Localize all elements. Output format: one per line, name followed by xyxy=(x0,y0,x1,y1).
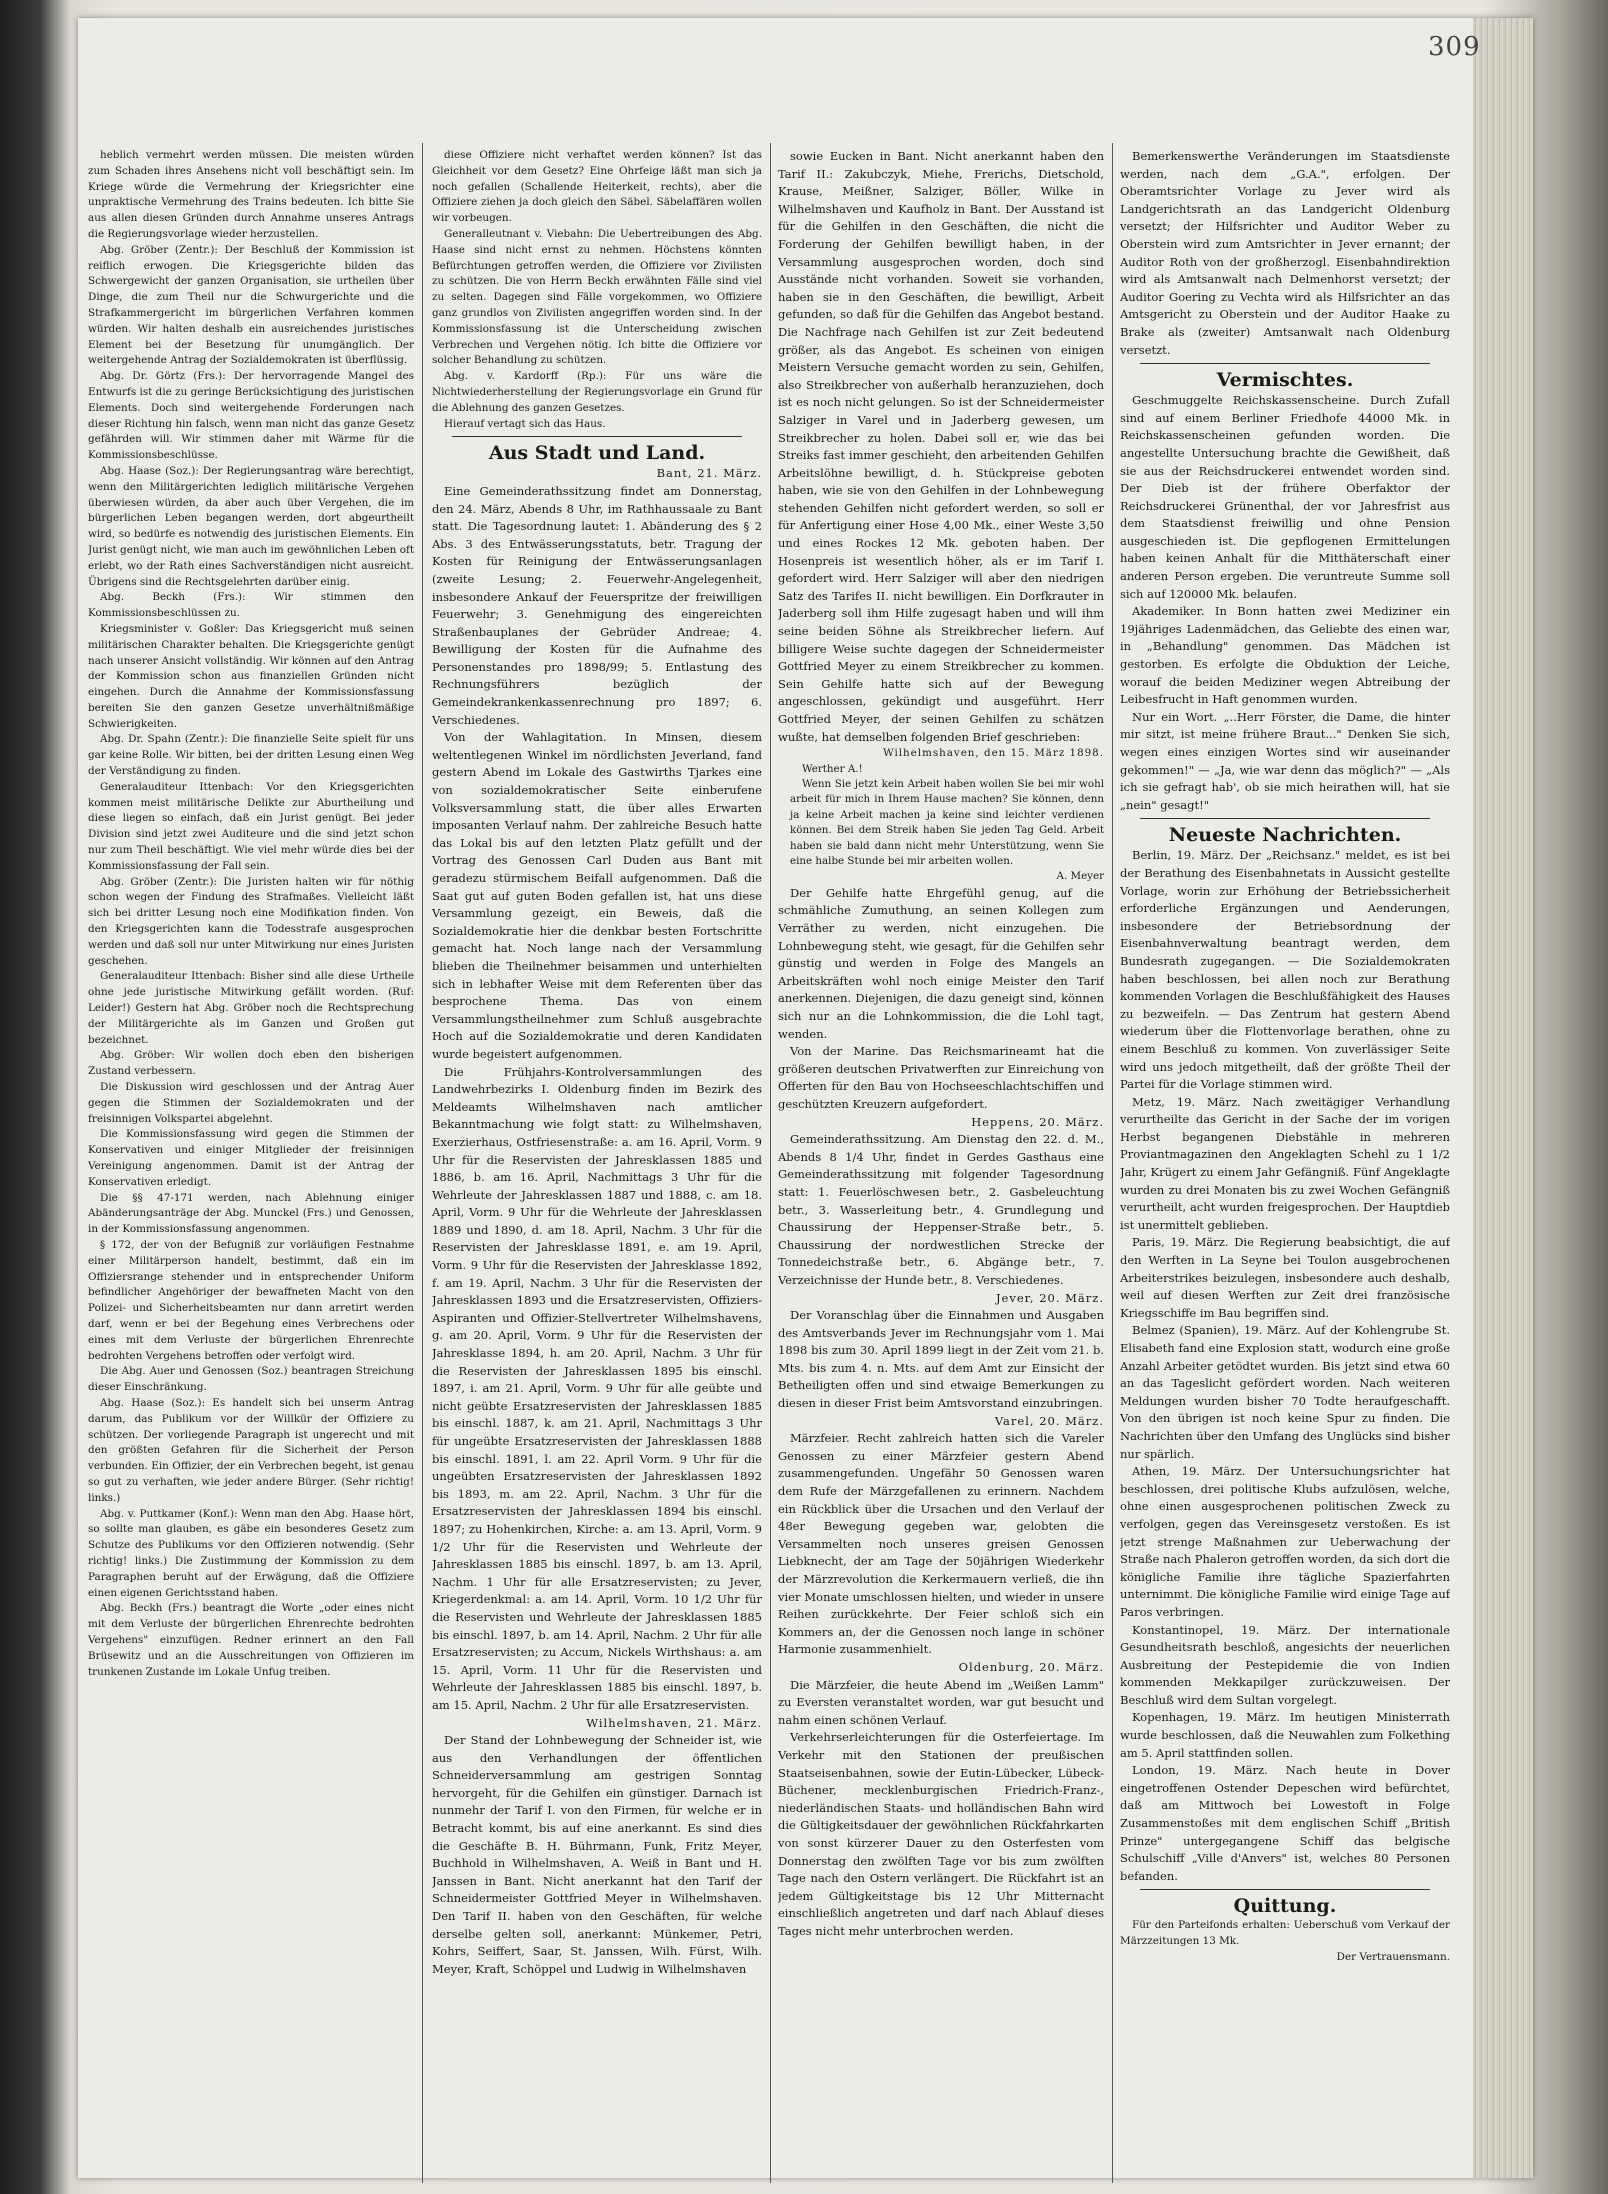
dateline: Jever, 20. März. xyxy=(995,1290,1104,1305)
paragraph: Abg. Dr. Görtz (Frs.): Der hervorragende Mangel des Entwurfs ist die zu geringe Berücksichtigung des juristischen Elements. Doch sind weitergehende Forderungen nach dieser Richtung hin falsch, wenn man nicht das ganze Gesetz gefährden will. Wir stimmen daher mit Wärme für die Kommissionsbeschlüsse. xyxy=(88,370,414,462)
column-2 xyxy=(432,148,762,2188)
paragraph: Bemerkenswerthe Veränderungen im Staatsdienste werden, nach dem „G.A.", erfolgen. Der Oberamtsrichter Vorlage zu Jever wird als Landgerichtsrath an das Landgericht Oldenburg versetzt; der Hilfsrichter und Auditor Weber zu Oberstein wird zum Amtsrichter in Jever ernannt; der Auditor Roth von der großherzogl. Eisenbahndirektion wird als Amtsanwalt nach Delmenhorst versetzt; der Auditor Goering zu Vechta wird als Hilfsrichter an das Amtsgericht zu Oberstein und der Auditor Haake zu Brake als (zweiter) Amtsanwalt nach Oldenburg versetzt. xyxy=(1120,149,1450,357)
paragraph: Die Diskussion wird geschlossen und der Antrag Auer gegen die Stimmen der Sozialdemokraten und der freisinnigen Volkspartei abgelehnt. xyxy=(88,1081,414,1125)
paragraph: Abg. Beckh (Frs.): Wir stimmen den Kommissionsbeschlüssen zu. xyxy=(88,591,414,620)
paragraph: Abg. Gröber (Zentr.): Die Juristen halten wir für nöthig schon wegen der Findung des Strafmaßes. Vielleicht läßt sich bei dritter Lesung noch eine Modifikation finden. Von den Kriegsgerichten kann die Todesstrafe ausgesprochen werden und daß soll nur unter Mitwirkung nur eines Juristen geschehen. xyxy=(88,875,414,967)
column-3 xyxy=(778,148,1104,2188)
paragraph: Metz, 19. März. Nach zweitägiger Verhandlung verurtheilte das Gericht in der Sache der im vorigen Herbst begangenen Diebstähle in mehreren Proviantmagazinen den Angeklagten Schehl zu 1 1/2 Jahr, Krügert zu einem Jahr Gefängniß. Fünf Angeklagte wurden zu drei Monaten bis zu zwei Wochen Gefängniß verurtheilt, acht wurden freigesprochen. Der Hauptdieb ist unermittelt geblieben. xyxy=(1120,1094,1450,1232)
paragraph: Abg. Dr. Spahn (Zentr.): Die finanzielle Seite spielt für uns gar keine Rolle. Wir bitten, bei der dritten Lesung einen Weg der Verständigung zu finden. xyxy=(88,733,414,778)
paragraph: Die Märzfeier, die heute Abend im „Weißen Lamm" zu Eversten veranstaltet worden, war gut besucht und nahm einen schönen Verlauf. xyxy=(778,1677,1104,1727)
section-heading-stadt-und-land: Aus Stadt und Land. xyxy=(488,442,706,465)
column-rule xyxy=(422,143,423,2183)
section-divider xyxy=(452,436,742,437)
letter-body: Wenn Sie jetzt kein Arbeit haben wollen Sie bei mir wohl arbeit für mich in Ihrem Hause machen? Sie können, denn ja keine Arbeit machen ja keine sind leichter verdienen können. Bei dem Streik haben Sie jeden Tag Geld. Arbeit haben sie bald dann nicht mehr Unterstützung, wenn Sie eine halbe Stunde bei mir arbeiten wollen. xyxy=(790,778,1104,868)
paragraph: Athen, 19. März. Der Untersuchungsrichter hat beschlossen, drei politische Klubs aufzulösen, welche, ohne einen ausgesprochenen politischen Zweck zu verfolgen, gegen das Vereinsgesetz verstoßen. Es ist jetzt strenge Maßnahmen zur Ueberwachung der Straße nach Phaleron getroffen worden, da sich dort die königliche Familie ihre tägliche Spazierfahrten unternimmt. Die königliche Familie wird einige Tage auf Paros verbringen. xyxy=(1120,1464,1450,1619)
page-edge-stack xyxy=(1473,18,1533,2178)
paragraph: Von der Marine. Das Reichsmarineamt hat die größeren deutschen Privatwerften zur Einreichung von Offerten für den Bau von Hochseeschlachtschiffen und geschützten Kreuzern aufgefordert. xyxy=(778,1044,1104,1111)
quittung-text: Für den Parteifonds erhalten: Ueberschuß vom Verkauf der Märzzeitungen 13 Mk. xyxy=(1120,1919,1450,1948)
section-heading-neueste-nachrichten: Neueste Nachrichten. xyxy=(1168,824,1402,847)
paragraph: Gemeinderathssitzung. Am Dienstag den 22. d. M., Abends 8 1/4 Uhr, findet in Gerdes Gasthaus eine Gemeinderathssitzung mit folgender Tagesordnung statt: 1. Feuerlöschwesen betr., 2. Gasbeleuchtung betr., 3. Wasserleitung betr., 4. Grundlegung und Chaussirung der Heppenser-Straße betr., 5. Chaussirung der nordwestlichen Strecke der Tonnedeichstraße betr., 6. Abgänge betr., 7. Verzeichnisse der Hunde betr., 8. Verschiedenes. xyxy=(778,1132,1104,1287)
reichstag-report xyxy=(88,148,414,1680)
paragraph: Berlin, 19. März. Der „Reichsanz." meldet, es ist bei der Berathung des Eisenbahnetats in Aussicht gestellte Vorlage, worin zur Erhöhung der Betriebssicherheit erforderliche Ergänzungen und Aenderungen, insbesondere der Betriebsordnung der Eisenbahnverwaltung beantragt werden, dem Bundesrath zugegangen. — Die Sozialdemokraten haben beschlossen, bei allen noch zur Berathung kommenden Vorlagen die Beschlußfähigkeit des Hauses zu bezweifeln. — Das Zentrum hat gestern Abend wiederum über die Flottenvorlage berathen, ohne zu einem Beschluß zu kommen. Von zuverlässiger Seite wird uns jedoch mitgetheilt, daß der größte Theil der Partei für die Vorlage stimmen wird. xyxy=(1120,848,1450,1092)
paragraph: Der Stand der Lohnbewegung der Schneider ist, wie aus den Verhandlungen der öffentlichen Schneiderversammlung am gestrigen Sonntag hervorgeht, für die Gehilfen ein günstiger. Darnach ist nunmehr der Tarif I. von den Firmen, für welche er in Betracht kommt, bis auf eine anerkannt. Es sind dies die Geschäfte B. H. Bührmann, Funk, Fritz Meyer, Buchhold in Wilhelmshaven, A. Weiß in Bant und H. Janssen in Bant. Nicht anerkannt hat den Tarif der Schneidermeister Gottfried Meyer in Wilhelmshaven. Den Tarif II. haben von den Geschäften, für welche derselbe gelten soll, anerkannt: Münkemer, Petri, Kohrs, Seiffert, Saar, St. Janssen, Wilh. Fürst, Wilh. Meyer, Kraft, Schöppel und Ludwig in Wilhelmshaven xyxy=(432,1733,762,1976)
dateline: Wilhelmshaven, 21. März. xyxy=(586,1715,762,1730)
paragraph: Hierauf vertagt sich das Haus. xyxy=(444,417,606,430)
section-heading-vermischtes: Vermischtes. xyxy=(1216,369,1354,392)
dateline: Oldenburg, 20. März. xyxy=(958,1659,1104,1674)
paragraph: Belmez (Spanien), 19. März. Auf der Kohlengrube St. Elisabeth fand eine Explosion statt, wodurch eine große Anzahl Arbeiter getödtet wurden. Bis jetzt sind etwa 60 an das Tageslicht gefördert worden. Nach weiteren Meldungen wurden bisher 70 Todte heraufgeschafft. Von den übrigen ist noch keine Spur zu finden. Die Nachrichten über den Umfang des Unglücks sind bisher nur spärlich. xyxy=(1120,1323,1450,1461)
paragraph: Nur ein Wort. „..Herr Förster, die Dame, die hinter mir sitzt, ist meine frühere Braut..." Denken Sie sich, wegen eines einzigen Wortes sind wir auseinander gekommen!" — „Ja, wie war denn das möglich?" — „Als ich sie gefragt hab', ob sie mich heirathen will, hat sie „nein" gesagt!" xyxy=(1120,709,1450,812)
section-divider xyxy=(1140,363,1430,364)
paragraph: Die Kommissionsfassung wird gegen die Stimmen der Konservativen und einiger Mitglieder der freisinnigen Vereinigung angenommen. Damit ist der Antrag der Konservativen erledigt. xyxy=(88,1128,414,1188)
newspaper-page xyxy=(78,18,1533,2178)
dateline: Varel, 20. März. xyxy=(994,1413,1104,1428)
paragraph: Von der Wahlagitation. In Minsen, diesem weltentlegenen Winkel im nördlichsten Jeverland, fand gestern Abend im Lokale des Gastwirths Tjarkes eine von sozialdemokratischer Seite einberufene Volksversammlung statt, die über alles Erwarten imposanten Verlauf nahm. Der zahlreiche Besuch hatte das Lokal bis auf den letzten Platz gefüllt und der Vortrag des Genossen Carl Duden aus Bant mit geradezu stürmischem Beifall aufgenommen. Daß die Saat gut auf guten Boden gefallen ist, hat uns diese Versammlung gezeigt, ein Beweis, daß die Sozialdemokratie hier die denkbar besten Fortschritte gemacht hat. Noch lange nach der Versammlung blieben die Theilnehmer beisammen und unterhielten sich in lebhafter Weise mit dem Referenten über das besprochene Thema. Das von einem Versammlungstheilnehmer zum Schluß ausgebrachte Hoch auf die Sozialdemokratie und deren Kandidaten wurde begeistert aufgenommen. xyxy=(432,730,762,1061)
paragraph: Abg. v. Kardorff (Rp.): Für uns wäre die Nichtwiederherstellung der Regierungsvorlage ein Grund für die Ablehnung des ganzen Gesetzes. xyxy=(432,370,762,414)
column-4 xyxy=(1120,148,1450,2188)
dateline: Bant, 21. März. xyxy=(656,466,762,481)
paragraph: Die §§ 47-171 werden, nach Ablehnung einiger Abänderungsanträge der Abg. Munckel (Frs.) und Genossen, in der Kommissionsfassung angenommen. xyxy=(88,1191,414,1236)
paragraph: Abg. Haase (Soz.): Der Regierungsantrag wäre berechtigt, wenn den Militärgerichten lediglich militärische Vergehen überwiesen würden, da aber auch über Vergehen, die im bürgerlichen Leben begangen werden, dort abgeurtheilt wird, so bedürfe es notwendig des juristischen Elements. Ein Jurist genügt nicht, wie man auch im gewöhnlichen Leben oft erlebt, wo der Rath eines Sachverständigen nicht ausreicht. Übrigens sind die Rechtsgelehrten darüber einig. xyxy=(88,464,414,588)
paragraph: § 172, der von der Befugniß zur vorläufigen Festnahme einer Militärperson handelt, bestimmt, daß ein im Offiziersrange stehender und in entsprechender Uniform befindlicher Angehöriger der bewaffneten Macht von den Polizei- und Sicherheitsbeamten nur dann arretirt werden darf, wenn er bei der Begehung eines Verbrechens oder eines mit dem Verluste der bürgerlichen Ehrenrechte bedrohten Vergehens betroffen oder verfolgt wird. xyxy=(88,1238,414,1362)
column-rule xyxy=(770,143,771,2183)
paragraph: Paris, 19. März. Die Regierung beabsichtigt, die auf den Werften in La Seyne bei Toulon ausgebrochenen Arbeiterstrikes beizulegen, insbesondere auch deshalb, weil auf diesen Werften zur Zeit drei französische Kriegsschiffe im Bau begriffen sind. xyxy=(1120,1235,1450,1320)
letter-dateline: Wilhelmshaven, den 15. März 1898. xyxy=(883,747,1104,760)
paragraph: Kopenhagen, 19. März. Im heutigen Ministerrath wurde beschlossen, daß die Neuwahlen zum Folkething am 5. April stattfinden sollen. xyxy=(1120,1710,1450,1760)
section-divider xyxy=(1140,1889,1430,1890)
paragraph: Akademiker. In Bonn hatten zwei Mediziner ein 19jähriges Ladenmädchen, das Geliebte des einen war, in „Behandlung" genommen. Das Mädchen ist gestorben. Es erfolgte die Obduktion der Leiche, worauf die beiden Mediziner wegen Abtreibung der Leibesfrucht in Haft genommen wurden. xyxy=(1120,604,1450,707)
section-divider xyxy=(1140,818,1430,819)
paragraph: Abg. Gröber: Wir wollen doch eben den bisherigen Zustand verbessern. xyxy=(88,1049,414,1078)
column-rule xyxy=(1112,143,1113,2183)
letter-signature: A. Meyer xyxy=(1056,870,1104,883)
reichstag-report-continued xyxy=(432,148,762,432)
column-1 xyxy=(88,148,414,2188)
paragraph: diese Offiziere nicht verhaftet werden können? Ist das Gleichheit vor dem Gesetz? Eine Ohrfeige läßt man sich ja noch gefallen (Schallende Heiterkeit, rechts), aber die Offiziere ziehen ja doch gleich den Säbel. Säbelaffären wollen wir vorbeugen. xyxy=(432,149,762,225)
paragraph: London, 19. März. Nach heute in Dover eingetroffenen Ostender Depeschen wird befürchtet, daß am Mittwoch bei Lowestoft in Folge Zusammenstoßes mit dem englischen Schiff „British Prinze" untergegangene Schiff das belgische Schulschiff „Ville d'Anvers" ist, welches 80 Personen befanden. xyxy=(1120,1763,1450,1883)
section-heading-quittung: Quittung. xyxy=(1233,1895,1337,1918)
paragraph: Abg. v. Puttkamer (Konf.): Wenn man den Abg. Haase hört, so sollte man glauben, es gäbe ein besonderes Gesetz zum Schutze des Publikums vor den Offizieren notwendig. (Sehr richtig! links.) Die Zustimmung der Kommission zu dem Paragraphen beruht auf der Erwägung, daß die Offiziere einen eigenen Gerichtsstand haben. xyxy=(88,1507,414,1599)
dateline: Heppens, 20. März. xyxy=(971,1114,1104,1129)
paragraph: Abg. Haase (Soz.): Es handelt sich bei unserm Antrag darum, das Publikum vor der Willkür der Offiziere zu schützen. Der vorliegende Paragraph ist ungerecht und mit den größten Gefahren für die Sicherheit der Person verbunden. Ein Offizier, der ein Verbrechen begeht, ist genau so gut zu verhaften, wie jeder andere Bürger. (Sehr richtig! links.) xyxy=(88,1396,414,1504)
paragraph: Generalauditeur Ittenbach: Vor den Kriegsgerichten kommen meist militärische Delikte zur Aburtheilung und diese liegen so einfach, daß ein Jurist genügt. Bei jeder Division sind jetzt zwei Auditeure und die sind jetzt schon nur zum Theil beschäftigt. Wie viel mehr würde dies bei der Kommissionsfassung der Fall sein. xyxy=(88,780,414,872)
quoted-letter xyxy=(778,746,1104,885)
quittung-signature: Der Vertrauensmann. xyxy=(1336,1951,1450,1963)
paragraph: Die Abg. Auer und Genossen (Soz.) beantragen Streichung dieser Einschränkung. xyxy=(88,1365,414,1394)
paragraph: Kriegsminister v. Goßler: Das Kriegsgericht muß seinen militärischen Charakter behalten. Die Kriegsgerichte genügt nach unserer Ansicht vollständig. Wir können auf den Antrag der Kommission schon aus finanziellen Gründen nicht eingehen. Durch die Annahme der Kommissionsfassung bereiten Sie den ganzen Gesetze unverhältnißmäßige Schwierigkeiten. xyxy=(88,622,414,730)
paragraph: Abg. Beckh (Frs.) beantragt die Worte „oder eines nicht mit dem Verluste der bürgerlichen Ehrenrechte bedrohten Vergehens" einzufügen. Redner erinnert an den Fall Brüsewitz und an die Ausschreitungen von Offizieren im trunkenen Zustande im Lokale Unfug treiben. xyxy=(88,1602,414,1678)
paragraph: Verkehrserleichterungen für die Osterfeiertage. Im Verkehr mit den Stationen der preußischen Staatseisenbahnen, sowie der Eutin-Lübecker, Lübeck-Büchener, mecklenburgischen Friedrich-Franz-, niederländischen Staats- und holländischen Bahn wird die Gültigkeitsdauer der gewöhnlichen Rückfahrkarten von sonst kürzerer Dauer zu den Osterfesten vom Donnerstag den zwölften Tage vor bis zum zwölften Tage nach den Ostern verlängert. Die Rückfahrt ist an jedem Gültigkeitstage bis 12 Uhr Mitternacht einschließlich angetreten und darf nach Ablauf dieses Tages nicht mehr unterbrochen werden. xyxy=(778,1730,1104,1938)
page-number: 309 xyxy=(1428,32,1481,62)
paragraph: Generalauditeur Ittenbach: Bisher sind alle diese Urtheile ohne jede juristische Mitwirkung gefällt worden. (Ruf: Leider!) Gestern hat Abg. Gröber noch die Rechtsprechung der Militärgerichte als im Ganzen und Großen gut bezeichnet. xyxy=(88,970,414,1046)
paragraph: Generalleutnant v. Viebahn: Die Uebertreibungen des Abg. Haase sind nicht ernst zu nehmen. Höchstens könnten Befürchtungen getroffen werden, die Offiziere vor Zivilisten zu schützen. Die von Herrn Beckh erwähnten Fälle sind viel zu selten. Dagegen sind Fälle vorgekommen, wo Offiziere ganz grundlos von Zivilisten angegriffen worden sind. In der Kommissionsfassung ist die Unterscheidung zwischen Verbrechen und Vergehen nötig. Ich bitte die Offiziere vor solcher Behandlung zu schützen. xyxy=(432,227,762,367)
paragraph: Der Voranschlag über die Einnahmen und Ausgaben des Amtsverbands Jever im Rechnungsjahr vom 1. Mai 1898 bis zum 30. April 1899 liegt in der Zeit vom 21. b. Mts. bis zum 4. n. Mts. auf dem Amt zur Einsicht der Betheiligten offen und sind etwaige Bemerkungen zu diesen in dieser Frist beim Amtsvorstand einzubringen. xyxy=(778,1308,1104,1411)
paragraph: Märzfeier. Recht zahlreich hatten sich die Vareler Genossen zu einer Märzfeier gestern Abend zusammengefunden. Ungefähr 50 Genossen waren dem Rufe der Märzgefallenen zu erinnern. Nachdem ein Rückblick über die Ursachen und den Verlauf der 48er Bewegung gegeben war, gelobten die Versammelten noch unseres greisen Genossen Liebknecht, der am Tage der 50jährigen Wiederkehr der Märzrevolution die Kerkermauern verließ, die ihn vier Monate umschlossen hielten, und wieder in unsere Reihen zurückkehrte. Der Feier schloß sich ein Kommers an, der die Genossen noch lange in schöner Harmonie zusammenhielt. xyxy=(778,1431,1104,1657)
paragraph: Abg. Gröber (Zentr.): Der Beschluß der Kommission ist reiflich erwogen. Die Kriegsgerichte bilden das Schwergewicht der ganzen Organisation, sie urtheilen über Dinge, die zum Theil nur die Schwurgerichte und die Strafkammergericht im bürgerlichen Verfahren kommen würden. Wir halten deshalb ein ausreichendes juristisches Element bei der Besetzung für unumgänglich. Der weitergehende Antrag der Sozialdemokraten ist überflüssig. xyxy=(88,243,414,367)
paragraph: Der Gehilfe hatte Ehrgefühl genug, auf die schmähliche Zumuthung, an seinen Kollegen zum Verräther zu werden, nicht einzugehen. Die Lohnbewegung steht, wie gesagt, für die Gehilfen sehr günstig und werden in Folge des Mangels an Arbeitskräften wohl noch einige Meister den Tarif anerkennen. Diejenigen, die dazu geneigt sind, können sich nur an die Lohnkommission, die die Lohl tagt, wenden. xyxy=(778,885,1104,1041)
paragraph: Konstantinopel, 19. März. Der internationale Gesundheitsrath beschloß, angesichts der neuerlichen Ausbreitung der Pestepidemie die von Indien kommenden Mekkapilger zurückzuweisen. Der Beschluß wird dem Sultan vorgelegt. xyxy=(1120,1622,1450,1707)
paragraph: heblich vermehrt werden müssen. Die meisten würden zum Schaden ihres Ansehens nicht voll beschäftigt sein. Im Kriege würde die Vermehrung der Kriegsrichter eine unpraktische Vermehrung des Trains bedeuten. Ich bitte Sie aus allen diesen Gründen durch Annahme unseres Antrags die Regierungsvorlage wieder herzustellen. xyxy=(88,149,414,240)
paragraph: Eine Gemeinderathssitzung findet am Donnerstag, den 24. März, Abends 8 Uhr, im Rathhaussaale zu Bant statt. Die Tagesordnung lautet: 1. Abänderung des § 2 Abs. 3 des Entwässerungsstatuts, betr. Tragung der Kosten für Reinigung der Entwässerungsanlagen (zweite Lesung; 2. Feuerwehr-Angelegenheit, insbesondere Ankauf der Feuerspritze der freiwilligen Feuerwehr; 3. Genehmigung des eingereichten Straßenbauplanes der Gebrüder Andreae; 4. Bewilligung der Kosten für die Aufnahme des Personenstandes pro 1898/99; 5. Entlastung des Rechnungsführers bezüglich der Gemeindekrankenkassenrechnung pro 1897; 6. Verschiedenes. xyxy=(432,483,762,727)
paragraph: Die Frühjahrs-Kontrolversammlungen des Landwehrbezirks I. Oldenburg finden im Bezirk des Meldeamts Wilhelmshaven nach amtlicher Bekanntmachung wie folgt statt: zu Wilhelmshaven, Exerzierhaus, Ostfriesenstraße: a. am 16. April, Vorm. 9 Uhr für die Reservisten der Jahresklassen 1885 und 1886, b. am 16. April, Nachmittags 3 Uhr für die Wehrleute der Jahresklassen 1887 und 1888, c. am 18. April, Vorm. 9 Uhr für die Wehrleute der Jahresklassen 1889 und 1890, d. am 18. April, Nachm. 3 Uhr für die Reservisten der Jahresklasse 1891, e. am 19. April, Vorm. 9 Uhr für die Reservisten der Jahresklasse 1892, f. am 19. April, Nachm. 3 Uhr für die Reservisten der Jahresklassen 1893 und die Ersatzreservisten, Offiziers-Aspiranten und Offizier-Stellvertreter Wilhelmshavens, g. am 20. April, Vorm. 9 Uhr für die Reservisten der Jahresklasse 1894, h. am 20. April, Nachm. 3 Uhr für die Reservisten der Jahresklassen 1895 bis einschl. 1897, i. am 21. April, Vorm. 9 Uhr für alle geübte und nicht geübte Ersatzreservisten der Jahresklassen 1885 bis einschl. 1887, k. am 21. April, Nachmittags 3 Uhr für ungeübte Ersatzreservisten der Jahresklassen 1888 bis einschl. 1891, l. am 22. April Vorm. 9 Uhr für die ungeübten Ersatzreservisten der Jahresklassen 1892 bis 1893, m. am 22. April, Nachm. 3 Uhr für die Ersatzreservisten der Jahresklassen 1894 bis einschl. 1897; zu Hohenkirchen, Kirche: a. am 13. April, Vorm. 9 1/2 Uhr für die Reservisten und Wehrleute der Jahresklassen 1885 bis einschl. 1897, b. am 13. April, Nachm. 1 Uhr für alle Ersatzreservisten; zu Jever, Kriegerdenkmal: a. am 14. April, Vorm. 10 1/2 Uhr für die Reservisten und Wehrleute der Jahresklassen 1885 bis einschl. 1897, b. am 14. April, Nachm. 2 Uhr für alle Ersatzreservisten; zu Accum, Nickels Wirthshaus: a. am 15. April, Vorm. 11 Uhr für die Reservisten und Wehrleute der Jahresklassen 1885 bis einschl. 1897, b. am 15. April, Nachm. 2 Uhr für alle Ersatzreservisten. xyxy=(432,1064,762,1712)
paragraph: sowie Eucken in Bant. Nicht anerkannt haben den Tarif II.: Zakubczyk, Miehe, Frerichs, Dietschold, Krause, Meißner, Salziger, Böller, Wilke in Wilhelmshaven und Kaufholz in Bant. Der Ausstand ist für die Gehilfen in den Geschäften, die nicht die Forderung der Gehilfen bewilligt haben, in der Versammlung ausgesprochen worden, doch sind Ausstände nicht vorhanden. Soweit sie vorhanden, haben sie in den Geschäften, die bewilligt, Arbeit gefunden, so daß für die Gehilfen das Angebot bestand. Die Nachfrage nach Gehilfen ist zur Zeit bedeutend größer, als das Angebot. Es scheinen von einigen Meistern Versuche gemacht worden zu sein, Gehilfen, also Streikbrecher von außerhalb heranzuziehen, doch ist es noch nicht gelungen. So ist der Schneidermeister Salziger in Varel und in Jaderberg gewesen, um Streikbrecher zu holen. Dabei soll er, wie das bei Streiks fast immer geschieht, den arbeitenden Gehilfen Arbeitslöhne bewilligt, d. h. Stückpreise geboten haben, wie sie von den Gehilfen in der Lohnbewegung stehenden Gehilfen nicht gefordert werden, so soll er für Anfertigung einer Hose 4,00 Mk., einer Weste 3,50 und eines Rockes 12 Mk. geboten haben. Der Hosenpreis ist wesentlich höher, als er im Tarif I. gefordert wird. Herr Salziger will aber den niedrigen Satz des Tarifes II. nicht bewilligen. Ein Dorfkrauter in Jaderberg soll ihm Hilfe zugesagt haben und will ihm seine beiden Söhne als Streikbrecher liefern. Auf billigere Weise suchte dagegen der Schneidermeister Gottfried Meyer zu einem Streikbrecher zu kommen. Sein Gehilfe hatte sich auf der Bewegung angeschlossen, gekündigt und ausgeführt. Herr Gottfried Meyer, der seinen Gehilfen zu schätzen wußte, hat demselben folgenden Brief geschrieben: xyxy=(778,149,1104,744)
letter-salutation: Werther A.! xyxy=(802,762,863,775)
paragraph: Geschmuggelte Reichskassenscheine. Durch Zufall sind auf einem Berliner Friedhofe 44000 Mk. in Reichskassenscheinen gefunden worden. Die angestellte Untersuchung brachte die Gewißheit, daß sie aus der Reichsdruckerei entwendet worden sind. Der Dieb ist der frühere Oberfaktor der Reichsdruckerei Grünenthal, der vor Jahresfrist aus dem Staatsdienst freiwillig und ohne Pension ausgeschieden ist. Die gepflogenen Ermittelungen haben keinen Anhalt für die Mitthäterschaft einer anderen Person ergeben. Die veruntreute Summe soll sich auf 120000 Mk. belaufen. xyxy=(1120,393,1450,601)
